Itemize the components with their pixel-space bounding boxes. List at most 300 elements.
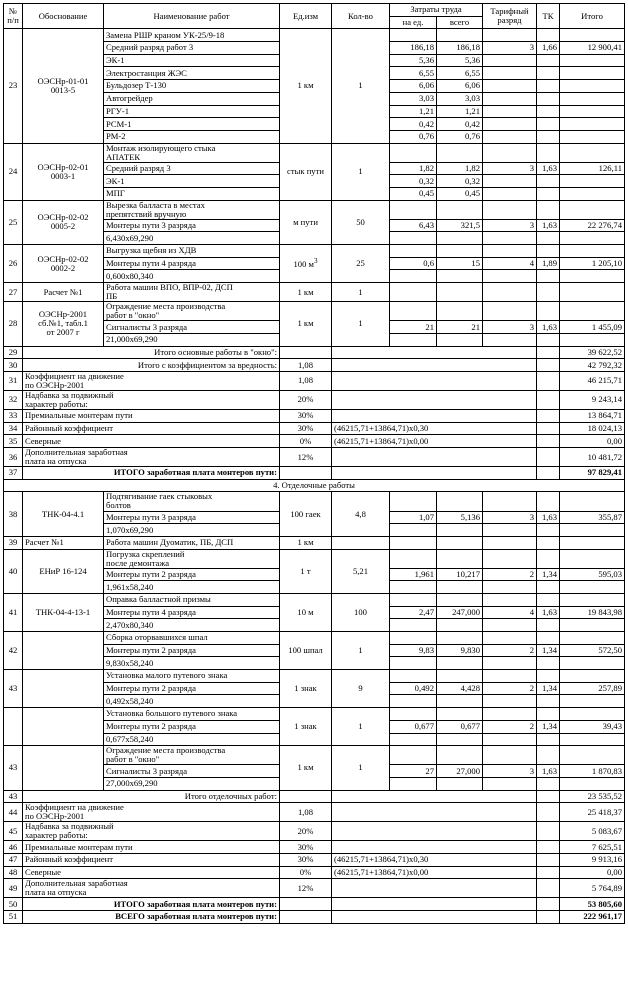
- header-name: Наименование работ: [104, 4, 280, 29]
- unit: 1 км: [280, 302, 332, 346]
- unit-superscript: 3: [313, 257, 318, 266]
- empty-cell: [560, 549, 625, 568]
- work-name: Бульдозер Т-130: [104, 80, 280, 93]
- work-name: Средний разряд работ 3: [104, 42, 280, 55]
- empty-cell: [483, 746, 537, 765]
- quantity: 1: [332, 283, 390, 302]
- summary-label: ВСЕГО заработная плата монтеров пути:: [23, 911, 280, 924]
- row-number: 42: [4, 632, 23, 670]
- header-num: № п/п: [4, 4, 23, 29]
- summary-formula: [332, 911, 537, 924]
- empty-cell: [537, 232, 560, 245]
- row-number: 30: [4, 359, 23, 372]
- tariff-grade: 3: [483, 162, 537, 175]
- empty-cell: [483, 302, 537, 321]
- tariff-grade: 2: [483, 644, 537, 657]
- unit: 10 м: [280, 593, 332, 631]
- empty-cell: [560, 619, 625, 632]
- empty-cell: [560, 593, 625, 606]
- empty-cell: [437, 733, 483, 746]
- summary-row: [4, 371, 625, 390]
- labor-per-unit: 0,492: [390, 682, 437, 695]
- empty-cell: [390, 777, 437, 790]
- empty-cell: [537, 619, 560, 632]
- header-total: всего: [437, 16, 483, 29]
- labor-total: 6,55: [437, 67, 483, 80]
- empty-cell: [483, 524, 537, 537]
- summary-label: Северные: [23, 866, 280, 879]
- unit: 1 км: [280, 283, 332, 302]
- empty-cell: [483, 657, 537, 670]
- summary-label: ИТОГО заработная плата монтеров пути:: [23, 467, 280, 480]
- labor-per-unit: 1,961: [390, 568, 437, 581]
- labor-total: 5,36: [437, 54, 483, 67]
- empty-cell: [560, 333, 625, 346]
- basis-code: ОЭСНр-02-01 0003-1: [23, 143, 104, 200]
- tk-coef: 1,63: [537, 219, 560, 232]
- row-sum: 1 205,10: [560, 257, 625, 270]
- labor-total: 1,82: [437, 162, 483, 175]
- work-name: Монтеры пути 2 разряда: [104, 644, 280, 657]
- empty-cell: [437, 492, 483, 511]
- summary-sum: 9 243,14: [560, 390, 625, 409]
- tariff-grade: [483, 92, 537, 105]
- wage-estimate-table: [3, 3, 625, 924]
- work-title: Монтаж изолирующего стыка АПАТЕК: [104, 143, 280, 162]
- row-number: 23: [4, 29, 23, 143]
- summary-formula: (46215,71+13864,71)х0,30: [332, 422, 537, 435]
- header-per-unit: на ед.: [390, 16, 437, 29]
- summary-sum: 13 864,71: [560, 410, 625, 423]
- labor-total: 0,45: [437, 187, 483, 200]
- table-row: [4, 670, 625, 683]
- labor-total: 15: [437, 257, 483, 270]
- empty-cell: [560, 695, 625, 708]
- labor-per-unit: 0,76: [390, 130, 437, 143]
- work-name: Монтеры пути 3 разряда: [104, 219, 280, 232]
- summary-sum: 39 622,52: [560, 346, 625, 359]
- empty-cell: [437, 524, 483, 537]
- row-sum: 1 870,83: [560, 765, 625, 778]
- basis-code: ОЭСНр-2001 сб.№1, табл.1 от 2007 г: [23, 302, 104, 346]
- labor-per-unit: 5,36: [390, 54, 437, 67]
- tariff-grade: 3: [483, 765, 537, 778]
- empty-cell: [560, 283, 625, 302]
- calc-formula: 1,961х58,240: [104, 581, 280, 594]
- labor-per-unit: 21: [390, 321, 437, 334]
- empty-cell: [537, 777, 560, 790]
- empty-cell: [437, 245, 483, 258]
- row-number: 41: [4, 593, 23, 631]
- tariff-grade: 2: [483, 568, 537, 581]
- labor-per-unit: 1,82: [390, 162, 437, 175]
- row-number: 43: [4, 790, 23, 803]
- empty-cell: [437, 270, 483, 283]
- labor-per-unit: 2,47: [390, 606, 437, 619]
- work-name: Монтеры пути 3 разряда: [104, 511, 280, 524]
- labor-total: 0,677: [437, 720, 483, 733]
- empty-cell: [483, 232, 537, 245]
- row-number: 47: [4, 854, 23, 867]
- labor-total: 3,03: [437, 92, 483, 105]
- summary-coef: 0%: [280, 866, 332, 879]
- unit: стык пути: [280, 143, 332, 200]
- summary-coef: 1,08: [280, 371, 332, 390]
- summary-label: Коэффициент на движение по ОЭСНр-2001: [23, 803, 280, 822]
- empty-cell: [537, 670, 560, 683]
- basis-code: [23, 670, 104, 708]
- tariff-grade: [483, 67, 537, 80]
- row-number: 24: [4, 143, 23, 200]
- summary-row: [4, 879, 625, 898]
- work-title: Ограждение места производства работ в "окно": [104, 302, 280, 321]
- labor-total: 0,32: [437, 175, 483, 188]
- work-title: Погрузка скреплений после демонтажа: [104, 549, 280, 568]
- tk-coef: [537, 92, 560, 105]
- tariff-grade: [483, 80, 537, 93]
- work-name: Монтеры пути 4 разряда: [104, 257, 280, 270]
- unit: м пути: [280, 200, 332, 244]
- tariff-grade: 4: [483, 257, 537, 270]
- empty-cell: [537, 536, 560, 549]
- empty-cell: [390, 581, 437, 594]
- summary-sum: 53 805,60: [560, 898, 625, 911]
- section-title: 4. Отделочные работы: [4, 479, 625, 492]
- empty-cell: [390, 333, 437, 346]
- empty-cell: [560, 536, 625, 549]
- empty-cell: [560, 733, 625, 746]
- empty-cell: [483, 245, 537, 258]
- row-sum: 257,89: [560, 682, 625, 695]
- summary-formula: [332, 803, 537, 822]
- empty-cell: [483, 200, 537, 219]
- quantity: 1: [332, 302, 390, 346]
- unit: 1 знак: [280, 708, 332, 746]
- labor-per-unit: 6,55: [390, 67, 437, 80]
- tk-coef: 1,63: [537, 162, 560, 175]
- summary-sum: 5 083,67: [560, 822, 625, 841]
- empty-cell: [483, 549, 537, 568]
- summary-sum: 0,00: [560, 435, 625, 448]
- table-row: [4, 593, 625, 606]
- tk-coef: [537, 54, 560, 67]
- calc-formula: 0,677х58,240: [104, 733, 280, 746]
- summary-sum: 25 418,37: [560, 803, 625, 822]
- work-title: Оправка балластной призмы: [104, 593, 280, 606]
- tk-coef: [537, 67, 560, 80]
- empty-cell: [537, 245, 560, 258]
- table-row: [4, 200, 625, 219]
- row-number: 39: [4, 536, 23, 549]
- tariff-grade: 4: [483, 606, 537, 619]
- empty-cell: [390, 524, 437, 537]
- labor-total: 1,21: [437, 105, 483, 118]
- empty-cell: [560, 581, 625, 594]
- summary-formula: [332, 898, 537, 911]
- summary-sum: 9 913,16: [560, 854, 625, 867]
- tk-coef: [537, 130, 560, 143]
- summary-label: Северные: [23, 435, 280, 448]
- tk-coef: 1,63: [537, 511, 560, 524]
- table-row: [4, 536, 625, 549]
- labor-per-unit: 6,43: [390, 219, 437, 232]
- row-number: 40: [4, 549, 23, 593]
- labor-total: 0,42: [437, 118, 483, 131]
- labor-total: [437, 29, 483, 42]
- row-sum: [560, 175, 625, 188]
- basis-code: Расчет №1: [23, 283, 104, 302]
- row-number: 35: [4, 435, 23, 448]
- tariff-grade: [483, 130, 537, 143]
- summary-label: Дополнительная заработная плата на отпуска: [23, 879, 280, 898]
- row-number: 34: [4, 422, 23, 435]
- tariff-grade: [483, 187, 537, 200]
- empty-cell: [537, 524, 560, 537]
- quantity: 1: [332, 143, 390, 200]
- row-number: 49: [4, 879, 23, 898]
- empty-cell: [560, 143, 625, 162]
- row-number: 48: [4, 866, 23, 879]
- row-sum: 1 455,09: [560, 321, 625, 334]
- summary-formula: [332, 346, 537, 359]
- summary-coef: 0%: [280, 435, 332, 448]
- empty-cell: [537, 746, 560, 765]
- empty-cell: [537, 200, 560, 219]
- work-name: РСМ-1: [104, 118, 280, 131]
- row-sum: 22 276,74: [560, 219, 625, 232]
- tk-coef: [537, 175, 560, 188]
- empty-cell: [437, 232, 483, 245]
- summary-coef: 30%: [280, 410, 332, 423]
- empty-cell: [483, 283, 537, 302]
- empty-cell: [537, 733, 560, 746]
- summary-coef: 30%: [280, 422, 332, 435]
- section-row: [4, 479, 625, 492]
- summary-formula: (46215,71+13864,71)х0,00: [332, 866, 537, 879]
- empty-cell: [483, 695, 537, 708]
- empty-cell: [483, 581, 537, 594]
- tariff-grade: [483, 175, 537, 188]
- calc-formula: 6,430х69,290: [104, 232, 280, 245]
- tk-coef: 1,34: [537, 644, 560, 657]
- summary-coef: [280, 790, 332, 803]
- empty-cell: [560, 232, 625, 245]
- header-tk: ТК: [537, 4, 560, 29]
- row-number: 46: [4, 841, 23, 854]
- row-sum: [560, 130, 625, 143]
- labor-total: 5,136: [437, 511, 483, 524]
- summary-row: [4, 911, 625, 924]
- empty-cell: [537, 346, 560, 359]
- summary-row: [4, 790, 625, 803]
- table-row: [4, 245, 625, 258]
- summary-row: [4, 346, 625, 359]
- empty-cell: [390, 200, 437, 219]
- row-sum: 355,87: [560, 511, 625, 524]
- quantity: 1: [332, 708, 390, 746]
- tk-coef: [537, 29, 560, 42]
- unit: 100 шпал: [280, 632, 332, 670]
- summary-row: [4, 898, 625, 911]
- labor-total: 0,76: [437, 130, 483, 143]
- quantity: 1: [332, 746, 390, 790]
- summary-coef: [280, 911, 332, 924]
- row-sum: [560, 80, 625, 93]
- row-sum: 595,03: [560, 568, 625, 581]
- summary-formula: [332, 390, 537, 409]
- row-number: 36: [4, 448, 23, 467]
- row-number: 25: [4, 200, 23, 244]
- summary-coef: 30%: [280, 854, 332, 867]
- unit-text: 100 м: [293, 259, 314, 270]
- tk-coef: 1,63: [537, 606, 560, 619]
- labor-per-unit: 1,21: [390, 105, 437, 118]
- work-title: Выгрузка щебня из ХДВ: [104, 245, 280, 258]
- summary-label: Районный коэффициент: [23, 854, 280, 867]
- empty-cell: [537, 371, 560, 390]
- empty-cell: [437, 143, 483, 162]
- summary-coef: 1,08: [280, 803, 332, 822]
- summary-label: Итого с коэффициентом за вредность:: [23, 359, 280, 372]
- empty-cell: [390, 695, 437, 708]
- summary-label: Коэффициент на движение по ОЭСНр-2001: [23, 371, 280, 390]
- work-title: Установка малого путевого знака: [104, 670, 280, 683]
- empty-cell: [537, 270, 560, 283]
- empty-cell: [437, 632, 483, 645]
- labor-per-unit: 0,32: [390, 175, 437, 188]
- summary-label: Итого основные работы в "окно":: [23, 346, 280, 359]
- labor-total: 4,428: [437, 682, 483, 695]
- empty-cell: [483, 619, 537, 632]
- work-name: Сигналисты 3 разряда: [104, 321, 280, 334]
- summary-coef: 12%: [280, 879, 332, 898]
- row-number: 43: [4, 670, 23, 708]
- empty-cell: [537, 283, 560, 302]
- tariff-grade: 2: [483, 720, 537, 733]
- empty-cell: [437, 708, 483, 721]
- empty-cell: [390, 143, 437, 162]
- empty-cell: [437, 777, 483, 790]
- empty-cell: [537, 143, 560, 162]
- empty-cell: [537, 359, 560, 372]
- row-number: 50: [4, 898, 23, 911]
- summary-row: [4, 422, 625, 435]
- unit: 100 гаек: [280, 492, 332, 536]
- summary-formula: [332, 879, 537, 898]
- tk-coef: 1,63: [537, 321, 560, 334]
- empty-cell: [390, 670, 437, 683]
- empty-cell: [390, 492, 437, 511]
- summary-row: [4, 410, 625, 423]
- empty-cell: [390, 232, 437, 245]
- empty-cell: [483, 708, 537, 721]
- basis-code: [23, 708, 104, 746]
- calc-formula: 1,070х69,290: [104, 524, 280, 537]
- row-number: 43: [4, 746, 23, 790]
- summary-formula: [332, 790, 537, 803]
- summary-sum: 7 625,51: [560, 841, 625, 854]
- quantity: 4,8: [332, 492, 390, 536]
- empty-cell: [437, 333, 483, 346]
- row-number: 28: [4, 302, 23, 346]
- empty-cell: [437, 657, 483, 670]
- header-unit: Ед.изм: [280, 4, 332, 29]
- tariff-grade: 3: [483, 219, 537, 232]
- labor-per-unit: 0,42: [390, 118, 437, 131]
- summary-label: ИТОГО заработная плата монтеров пути:: [23, 898, 280, 911]
- summary-sum: 23 535,52: [560, 790, 625, 803]
- empty-cell: [390, 733, 437, 746]
- tk-coef: [537, 105, 560, 118]
- row-number: 38: [4, 492, 23, 536]
- summary-formula: [332, 410, 537, 423]
- basis-code: ЕНиР 16-124: [23, 549, 104, 593]
- table-row: [4, 746, 625, 765]
- basis-code: ОЭСНр-02-02 0005-2: [23, 200, 104, 244]
- summary-sum: 222 961,17: [560, 911, 625, 924]
- empty-cell: [390, 549, 437, 568]
- empty-cell: [437, 619, 483, 632]
- empty-cell: [537, 632, 560, 645]
- tariff-grade: 3: [483, 42, 537, 55]
- unit: 1 знак: [280, 670, 332, 708]
- calc-formula: 0,600х80,340: [104, 270, 280, 283]
- summary-sum: 0,00: [560, 866, 625, 879]
- quantity: 9: [332, 670, 390, 708]
- header-basis: Обоснование: [23, 4, 104, 29]
- tariff-grade: 3: [483, 321, 537, 334]
- summary-formula: [332, 448, 537, 467]
- empty-cell: [537, 822, 560, 841]
- work-name: Замена РШР краном УК-25/9-18: [104, 29, 280, 42]
- work-title: Вырезка балласта в местах препятствий вручную: [104, 200, 280, 219]
- labor-per-unit: 6,06: [390, 80, 437, 93]
- labor-per-unit: 0,677: [390, 720, 437, 733]
- empty-cell: [537, 435, 560, 448]
- labor-per-unit: 0,6: [390, 257, 437, 270]
- basis-code: ТНК-04-4.1: [23, 492, 104, 536]
- row-number: 27: [4, 283, 23, 302]
- row-sum: 126,11: [560, 162, 625, 175]
- empty-cell: [437, 549, 483, 568]
- row-sum: 39,43: [560, 720, 625, 733]
- quantity: 100: [332, 593, 390, 631]
- work-name: Электростанция ЖЭС: [104, 67, 280, 80]
- empty-cell: [560, 302, 625, 321]
- row-number: 29: [4, 346, 23, 359]
- tariff-grade: [483, 29, 537, 42]
- summary-formula: [332, 371, 537, 390]
- basis-code: [23, 746, 104, 790]
- header-grade: Тарифный разряд: [483, 4, 537, 29]
- tk-coef: [537, 187, 560, 200]
- summary-formula: [332, 467, 537, 480]
- basis-code: ОЭСНр-02-02 0002-2: [23, 245, 104, 283]
- labor-total: 9,830: [437, 644, 483, 657]
- empty-cell: [390, 302, 437, 321]
- basis-code: ТНК-04-4-13-1: [23, 593, 104, 631]
- empty-cell: [483, 333, 537, 346]
- row-number: 44: [4, 803, 23, 822]
- tk-coef: 1,66: [537, 42, 560, 55]
- summary-label: Районный коэффициент: [23, 422, 280, 435]
- empty-cell: [537, 410, 560, 423]
- summary-sum: 97 829,41: [560, 467, 625, 480]
- labor-total: 6,06: [437, 80, 483, 93]
- summary-formula: (46215,71+13864,71)х0,30: [332, 854, 537, 867]
- empty-cell: [560, 632, 625, 645]
- empty-cell: [537, 879, 560, 898]
